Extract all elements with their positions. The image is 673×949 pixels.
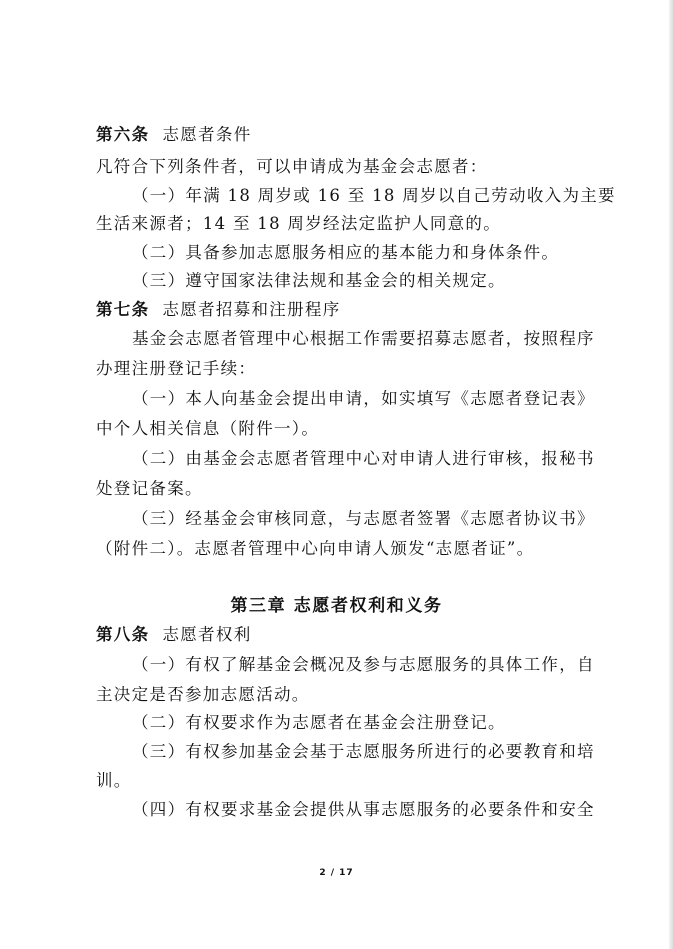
article6-heading	[96, 124, 252, 146]
chapter-heading: 第三章 志愿者权利和义务	[230, 596, 443, 616]
paragraph-line: 凡符合下列条件者，可以申请成为基金会志愿者：	[96, 157, 488, 176]
paragraph-line: （二）由基金会志愿者管理中心对申请人进行审核，报秘书	[132, 449, 595, 468]
article7-heading	[96, 299, 341, 321]
paragraph-line: 生活来源者；14 至 18 周岁经法定监护人同意的。	[96, 214, 502, 233]
paragraph-line: 中个人相关信息（附件一）。	[96, 419, 320, 438]
paragraph-line: （三）有权参加基金会基于志愿服务所进行的必要教育和培	[132, 742, 595, 761]
paragraph-line: 办理注册登记手续：	[96, 359, 257, 378]
article7-title-bold: 第七条	[96, 300, 150, 319]
article8-title: 志愿者权利	[162, 625, 252, 644]
paragraph-line: （附件二）。志愿者管理中心向申请人颁发“志愿者证”。	[96, 539, 535, 558]
page-edge-shadow	[669, 0, 673, 949]
article7-title: 志愿者招募和注册程序	[162, 300, 341, 319]
paragraph-line: （一）年满 18 周岁或 16 至 18 周岁以自己劳动收入为主要	[132, 186, 616, 205]
paragraph-line: 训。	[96, 771, 132, 790]
paragraph-line: （四）有权要求基金会提供从事志愿服务的必要条件和安全	[132, 800, 595, 819]
article6-title: 志愿者条件	[162, 125, 252, 144]
article6-title-bold: 第六条	[96, 125, 150, 144]
paragraph-line: （一）有权了解基金会概况及参与志愿服务的具体工作，自	[132, 655, 595, 674]
paragraph-line: 处登记备案。	[96, 479, 203, 498]
paragraph-line: 基金会志愿者管理中心根据工作需要招募志愿者，按照程序	[132, 329, 595, 348]
paragraph-line: （二）具备参加志愿服务相应的基本能力和身体条件。	[132, 243, 560, 262]
paragraph-line: （一）本人向基金会提出申请，如实填写《志愿者登记表》	[132, 389, 595, 408]
paragraph-line: （三）经基金会审核同意，与志愿者签署《志愿者协议书》	[132, 509, 595, 528]
article8-title-bold: 第八条	[96, 625, 150, 644]
paragraph-line: （二）有权要求作为志愿者在基金会注册登记。	[132, 713, 506, 732]
paragraph-line: 主决定是否参加志愿活动。	[96, 685, 310, 704]
page-number: 2 / 17	[319, 868, 354, 878]
article8-heading	[96, 624, 252, 646]
paragraph-line: （三）遵守国家法律法规和基金会的相关规定。	[132, 271, 506, 290]
